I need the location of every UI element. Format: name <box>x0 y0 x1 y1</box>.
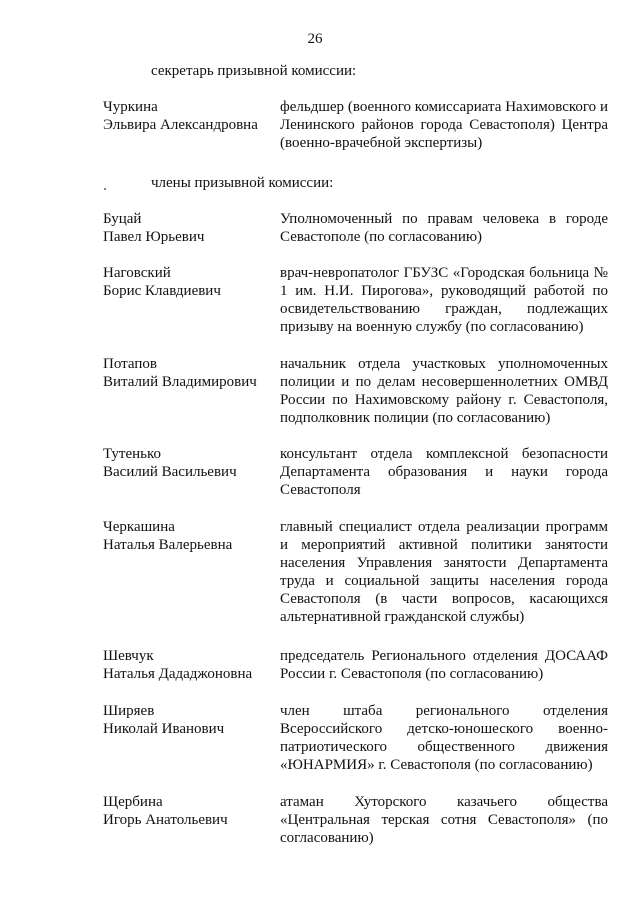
person-surname: Черкашина <box>103 519 175 535</box>
person-role: консультант отдела комплексной безопасности Департамента образования и науки города Севастополя <box>280 446 608 498</box>
person-name <box>103 98 278 134</box>
person-name <box>103 647 278 683</box>
person-given-name: Эльвира Александровна <box>103 117 258 133</box>
secretary-heading: секретарь призывной комиссии: <box>151 63 357 79</box>
person-given-name: Игорь Анатольевич <box>103 812 228 828</box>
person-name <box>103 793 278 829</box>
person-surname: Ширяев <box>103 703 155 719</box>
person-surname: Буцай <box>103 211 142 227</box>
person-name <box>103 702 278 738</box>
person-given-name: Борис Клавдиевич <box>103 283 221 299</box>
person-name <box>103 518 278 554</box>
person-name <box>103 210 278 246</box>
person-name <box>103 355 278 391</box>
person-surname: Чуркина <box>103 99 158 115</box>
stray-mark <box>104 188 106 190</box>
person-role: главный специалист отдела реализации программ и мероприятий активной политики занятости населения Управления занятости Департамента труда и социальной защиты населения города Севастополя (в части вопросов, касающихся альтернативной гражданской службы) <box>280 519 608 625</box>
person-given-name: Василий Васильевич <box>103 464 237 480</box>
person-surname: Щербина <box>103 794 163 810</box>
person-role: атаман Хуторского казачьего общества «Центральная терская сотня Севастополя» (по согласованию) <box>280 794 608 846</box>
person-role: председатель Регионального отделения ДОСААФ России г. Севастополя (по согласованию) <box>280 648 608 682</box>
person-surname: Потапов <box>103 356 157 372</box>
person-role: Уполномоченный по правам человека в городе Севастополе (по согласованию) <box>280 211 608 245</box>
person-given-name: Виталий Владимирович <box>103 374 257 390</box>
person-given-name: Наталья Валерьевна <box>103 537 233 553</box>
person-surname: Наговский <box>103 265 171 281</box>
person-role: член штаба регионального отделения Всероссийского детско-юношеского военно-патриотического общественного движения «ЮНАРМИЯ» г. Севастополя (по согласованию) <box>280 703 608 773</box>
person-role: врач-невропатолог ГБУЗС «Городская больница № 1 им. Н.И. Пирогова», руководящий работой по освидетельствованию граждан, подлежащих призыву на военную службу (по согласованию) <box>280 265 608 335</box>
person-given-name: Николай Иванович <box>103 721 225 737</box>
person-role: начальник отдела участковых уполномоченных полиции и по делам несовершеннолетних ОМВД России по Нахимовскому району г. Севастополя, подполковник полиции (по согласованию) <box>280 356 608 426</box>
person-name <box>103 445 278 481</box>
members-heading: члены призывной комиссии: <box>151 175 334 191</box>
page-number: 26 <box>307 31 323 47</box>
person-surname: Шевчук <box>103 648 154 664</box>
person-role: фельдшер (военного комиссариата Нахимовского и Ленинского районов города Севастополя) Центра (военно-врачебной экспертизы) <box>280 99 608 151</box>
person-name <box>103 264 278 300</box>
person-given-name: Наталья Дададжоновна <box>103 666 253 682</box>
person-surname: Тутенько <box>103 446 162 462</box>
person-given-name: Павел Юрьевич <box>103 229 205 245</box>
